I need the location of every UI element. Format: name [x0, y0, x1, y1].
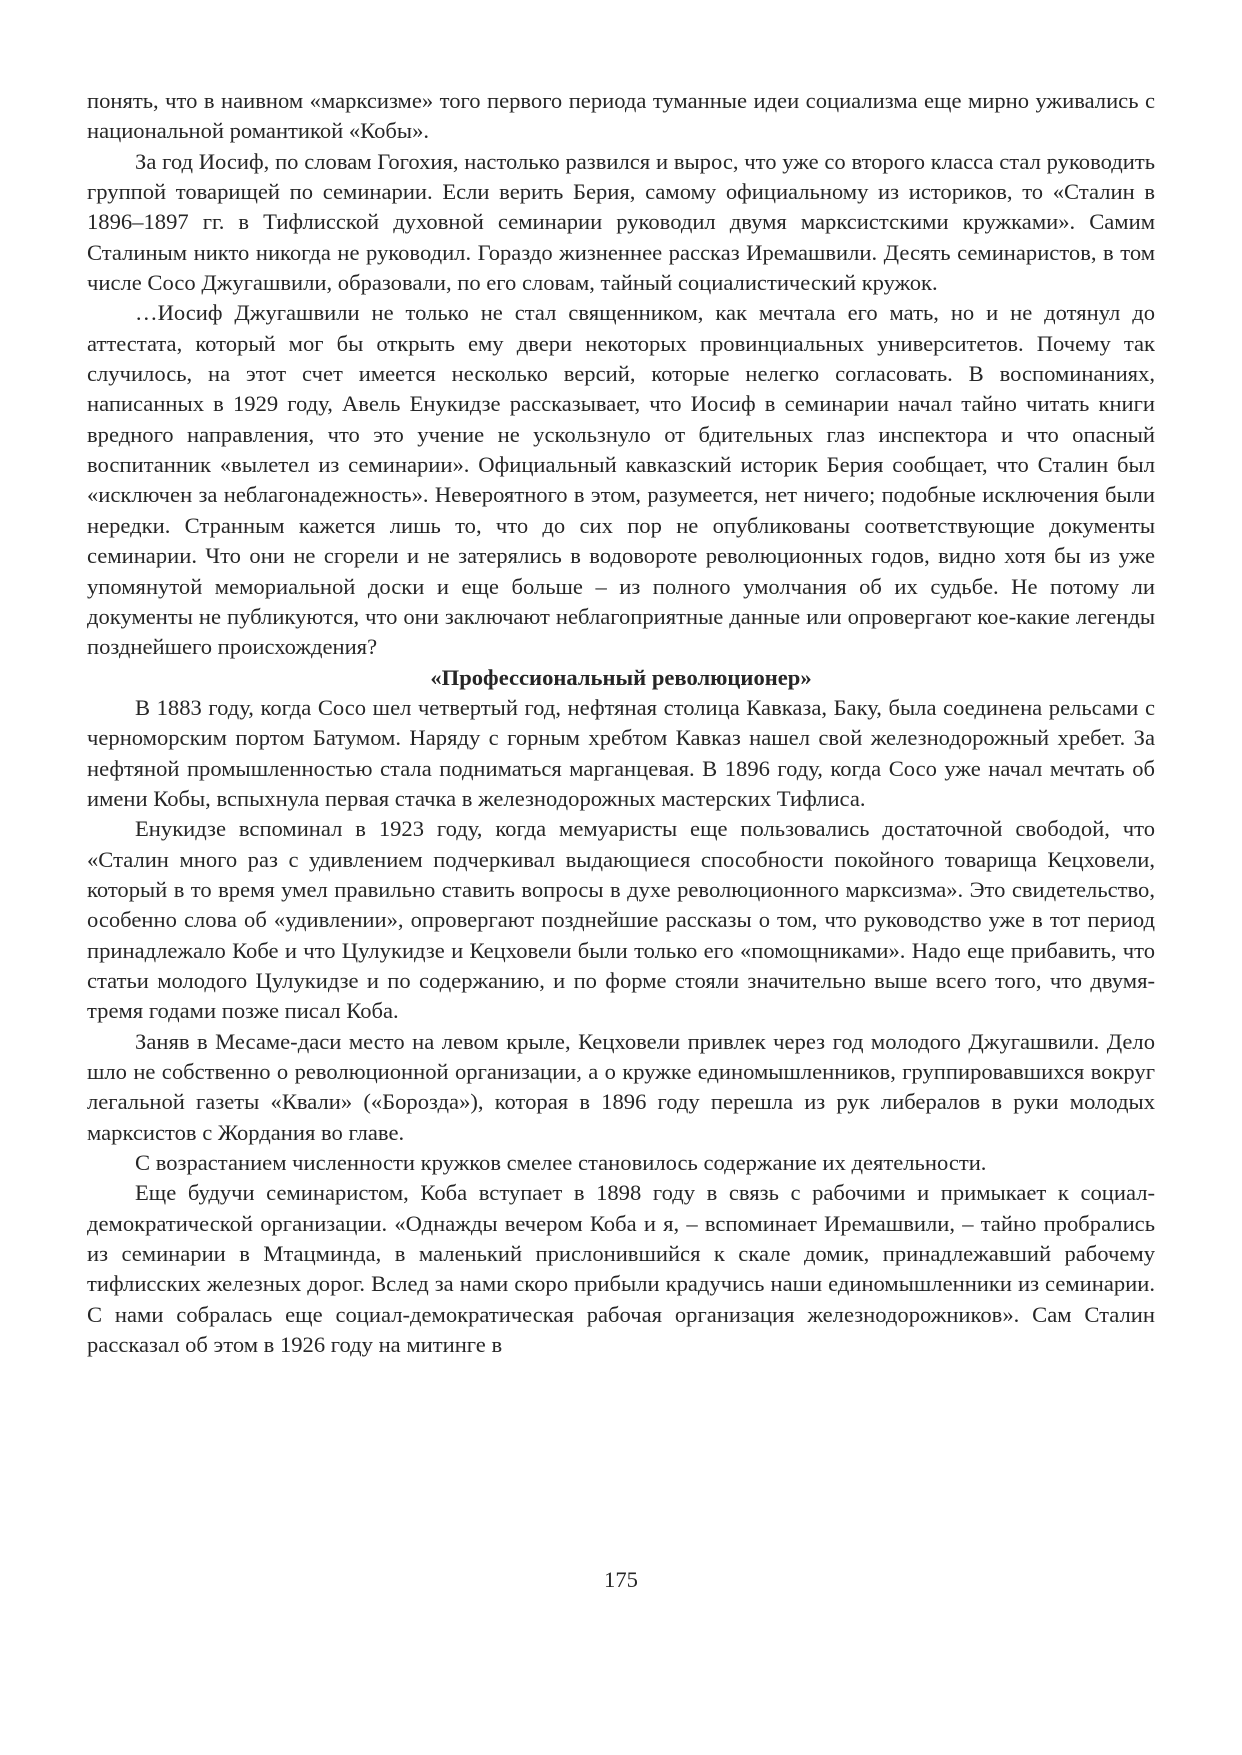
- paragraph: …Иосиф Джугашвили не только не стал священником, как мечтала его мать, но и не дотянул до аттестата, который мог бы открыть ему двери некоторых провинциальных университетов. Почему так случилось, на этот счет имеется несколько версий, которые нелегко согласовать. В воспоминаниях, написанных в 1929 году, Авель Енукидзе рассказывает, что Иосиф в семинарии начал тайно читать книги вредного направления, что это учение не ускользнуло от бдительных глаз инспектора и что опасный воспитанник «вылетел из семинарии». Официальный кавказский историк Берия сообщает, что Сталин был «исключен за неблагонадежность». Невероятного в этом, разумеется, нет ничего; подобные исключения были нередки. Странным кажется лишь то, что до сих пор не опубликованы соответствующие документы семинарии. Что они не сгорели и не затерялись в водовороте революционных годов, видно хотя бы из уже упомянутой мемориальной доски и еще больше – из полного умолчания об их судьбе. Не потому ли документы не публикуются, что они заключают неблагоприятные данные или опровергают кое-какие легенды позднейшего происхождения?: [87, 300, 1155, 660]
- paragraph: За год Иосиф, по словам Гогохия, настолько развился и вырос, что уже со второго класса стал руководить группой товарищей по семинарии. Если верить Берия, самому официальному из историков, то «Сталин в 1896–1897 гг. в Тифлисской духовной семинарии руководил двумя марксистскими кружками». Самим Сталиным никто никогда не руководил. Гораздо жизненнее рассказ Иремашвили. Десять семинаристов, в том числе Сосо Джугашвили, образовали, по его словам, тайный социалистический кружок.: [87, 148, 1155, 296]
- paragraph: В 1883 году, когда Сосо шел четвертый год, нефтяная столица Кавказа, Баку, была соединена рельсами с черноморским портом Батумом. Наряду с горным хребтом Кавказ нашел свой железнодорожный хребет. За нефтяной промышленностью стала подниматься марганцевая. В 1896 году, когда Сосо уже начал мечтать об имени Кобы, вспыхнула первая стачка в железнодорожных мастерских Тифлиса.: [87, 694, 1155, 811]
- section-heading: «Профессиональный революционер»: [430, 664, 812, 690]
- page-number: 175: [604, 1567, 638, 1592]
- page-body: [87, 86, 1155, 1360]
- paragraph: Енукидзе вспоминал в 1923 году, когда мемуаристы еще пользовались достаточной свободой, что «Сталин много раз с удивлением подчеркивал выдающиеся способности покойного товарища Кецховели, который в то время умел правильно ставить вопросы в духе революционного марксизма». Это свидетельство, особенно слова об «удивлении», опровергают позднейшие рассказы о том, что руководство уже в тот период принадлежало Кобе и что Цулукидзе и Кецховели были только его «помощниками». Надо еще прибавить, что статьи молодого Цулукидзе и по содержанию, и по форме стояли значительно выше всего того, что двумя-тремя годами позже писал Коба.: [87, 816, 1155, 1024]
- paragraph: понять, что в наивном «марксизме» того первого периода туманные идеи социализма еще мирно уживались с национальной романтикой «Кобы».: [87, 88, 1155, 144]
- paragraph: Заняв в Месаме-даси место на левом крыле, Кецховели привлек через год молодого Джугашвили. Дело шло не собственно о революционной организации, а о кружке единомышленников, группировавшихся вокруг легальной газеты «Квали» («Борозда»), которая в 1896 году перешла из рук либералов в руки молодых марксистов с Жордания во главе.: [87, 1028, 1155, 1145]
- paragraph: С возрастанием численности кружков смелее становилось содержание их деятельности.: [135, 1150, 987, 1176]
- paragraph: Еще будучи семинаристом, Коба вступает в 1898 году в связь с рабочими и примыкает к социал-демократической организации. «Однажды вечером Коба и я, – вспоминает Иремашвили, – тайно пробрались из семинарии в Мтацминда, в маленький прислонившийся к скале домик, принадлежавший рабочему тифлисских железных дорог. Вслед за нами скоро прибыли крадучись наши единомышленники из семинарии. С нами собралась еще социал-демократическая рабочая организация железнодорожников». Сам Сталин рассказал об этом в 1926 году на митинге в: [87, 1180, 1155, 1358]
